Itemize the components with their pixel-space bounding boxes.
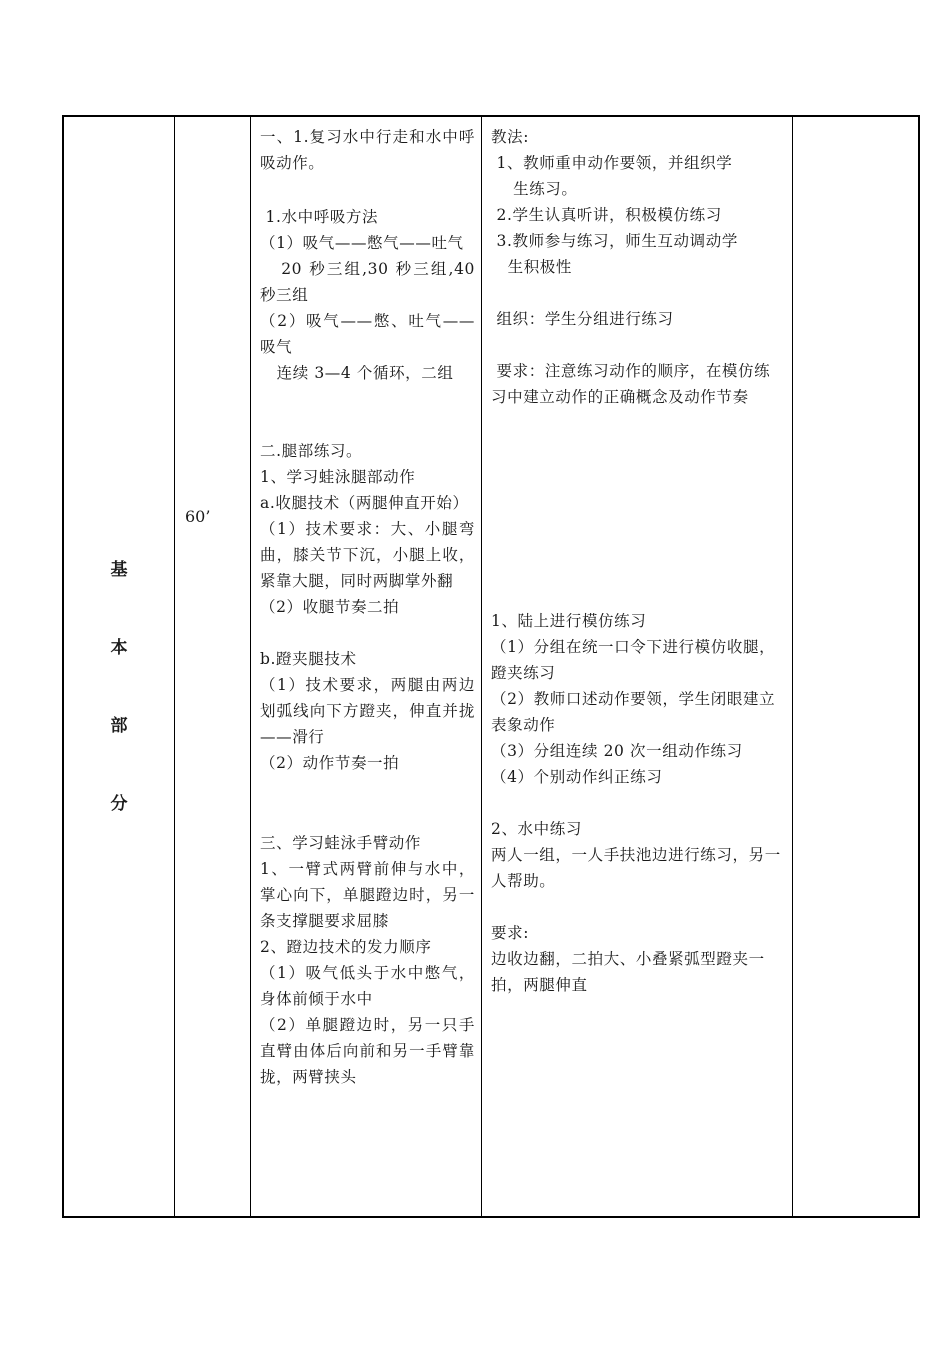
content-cell [250,117,481,1216]
content-line: （2）动作节奏一拍 [260,754,400,772]
method-line: 生积极性 [491,258,572,276]
content-block [260,204,481,386]
section-char: 基 [110,560,128,580]
method-line: 1、陆上进行模仿练习 [491,612,647,630]
method-block [491,358,786,410]
method-line: 要求: [491,924,530,942]
content-block [260,646,475,776]
method-line: 2.学生认真听讲，积极模仿练习 [491,206,722,224]
content-line: （1）吸气低头于水中憋气，身体前倾于水中 [260,964,475,1008]
method-block [491,306,786,332]
content-line: 20 秒三组,30 秒三组,40 秒三组 [260,260,481,304]
notes-cell [792,117,922,1216]
content-line: 1.水中呼吸方法 [260,208,379,226]
method-line: 两人一组，一人手扶池边进行练习，另一人帮助。 [491,846,781,890]
time-value: 60’ [185,507,211,526]
section-char: 分 [110,794,128,814]
method-line: （1）分组在统一口令下进行模仿收腿，蹬夹练习 [491,638,776,682]
content-line: （1）技术要求：大、小腿弯曲，膝关节下沉，小腿上收，紧靠大腿，同时两脚掌外翻 [260,520,475,590]
method-block [491,816,786,894]
method-block [491,608,786,790]
section-label-cell [64,117,174,1216]
method-line: （2）教师口述动作要领，学生闭眼建立表象动作 [491,690,776,734]
content-line: （1）技术要求，两腿由两边划弧线向下方蹬夹，伸直并拢——滑行 [260,676,475,746]
content-block [260,438,475,620]
method-line: 教法: [491,128,530,146]
time-cell [174,117,250,1216]
method-line: 边收边翻，二拍大、小叠紧弧型蹬夹一拍，两腿伸直 [491,950,765,994]
section-char: 部 [110,716,128,736]
content-block [260,124,475,176]
content-line: 1、学习蛙泳腿部动作 [260,468,416,486]
method-line: 2、水中练习 [491,820,582,838]
content-block [260,830,475,1090]
method-line: （3）分组连续 20 次一组动作练习 [491,742,743,760]
content-line: 连续 3—4 个循环，二组 [260,364,454,382]
content-line: （2）收腿节奏二拍 [260,598,400,616]
method-line: 1、教师重申动作要领，并组织学 [491,154,733,172]
method-block [491,124,786,280]
content-line: 2、蹬边技术的发力顺序 [260,938,432,956]
method-line: 要求：注意练习动作的顺序，在模仿练习中建立动作的正确概念及动作节奏 [491,362,771,406]
content-line: a.收腿技术（两腿伸直开始） [260,494,469,512]
lesson-plan-table [62,115,920,1218]
method-cell [481,117,792,1216]
content-line: 二.腿部练习。 [260,442,363,460]
content-line: （1）吸气——憋气——吐气 [260,234,464,252]
content-line: b.蹬夹腿技术 [260,650,357,668]
content-line: 三、学习蛙泳手臂动作 [260,834,422,852]
method-line: 组织：学生分组进行练习 [491,310,674,328]
content-line: 一、1.复习水中行走和水中呼吸动作。 [260,128,475,172]
section-char: 本 [110,638,128,658]
content-line: 1、一臂式两臂前伸与水中，掌心向下，单腿蹬边时，另一条支撑腿要求屈膝 [260,860,475,930]
method-block [491,920,786,998]
method-line: 生练习。 [491,180,578,198]
content-line: （2）吸气——憋、吐气——吸气 [260,312,475,356]
content-line: （2）单腿蹬边时，另一只手直臂由体后向前和另一手臂靠拢，两臂挟头 [260,1016,475,1086]
method-line: 3.教师参与练习，师生互动调动学 [491,232,738,250]
method-line: （4）个别动作纠正练习 [491,768,663,786]
